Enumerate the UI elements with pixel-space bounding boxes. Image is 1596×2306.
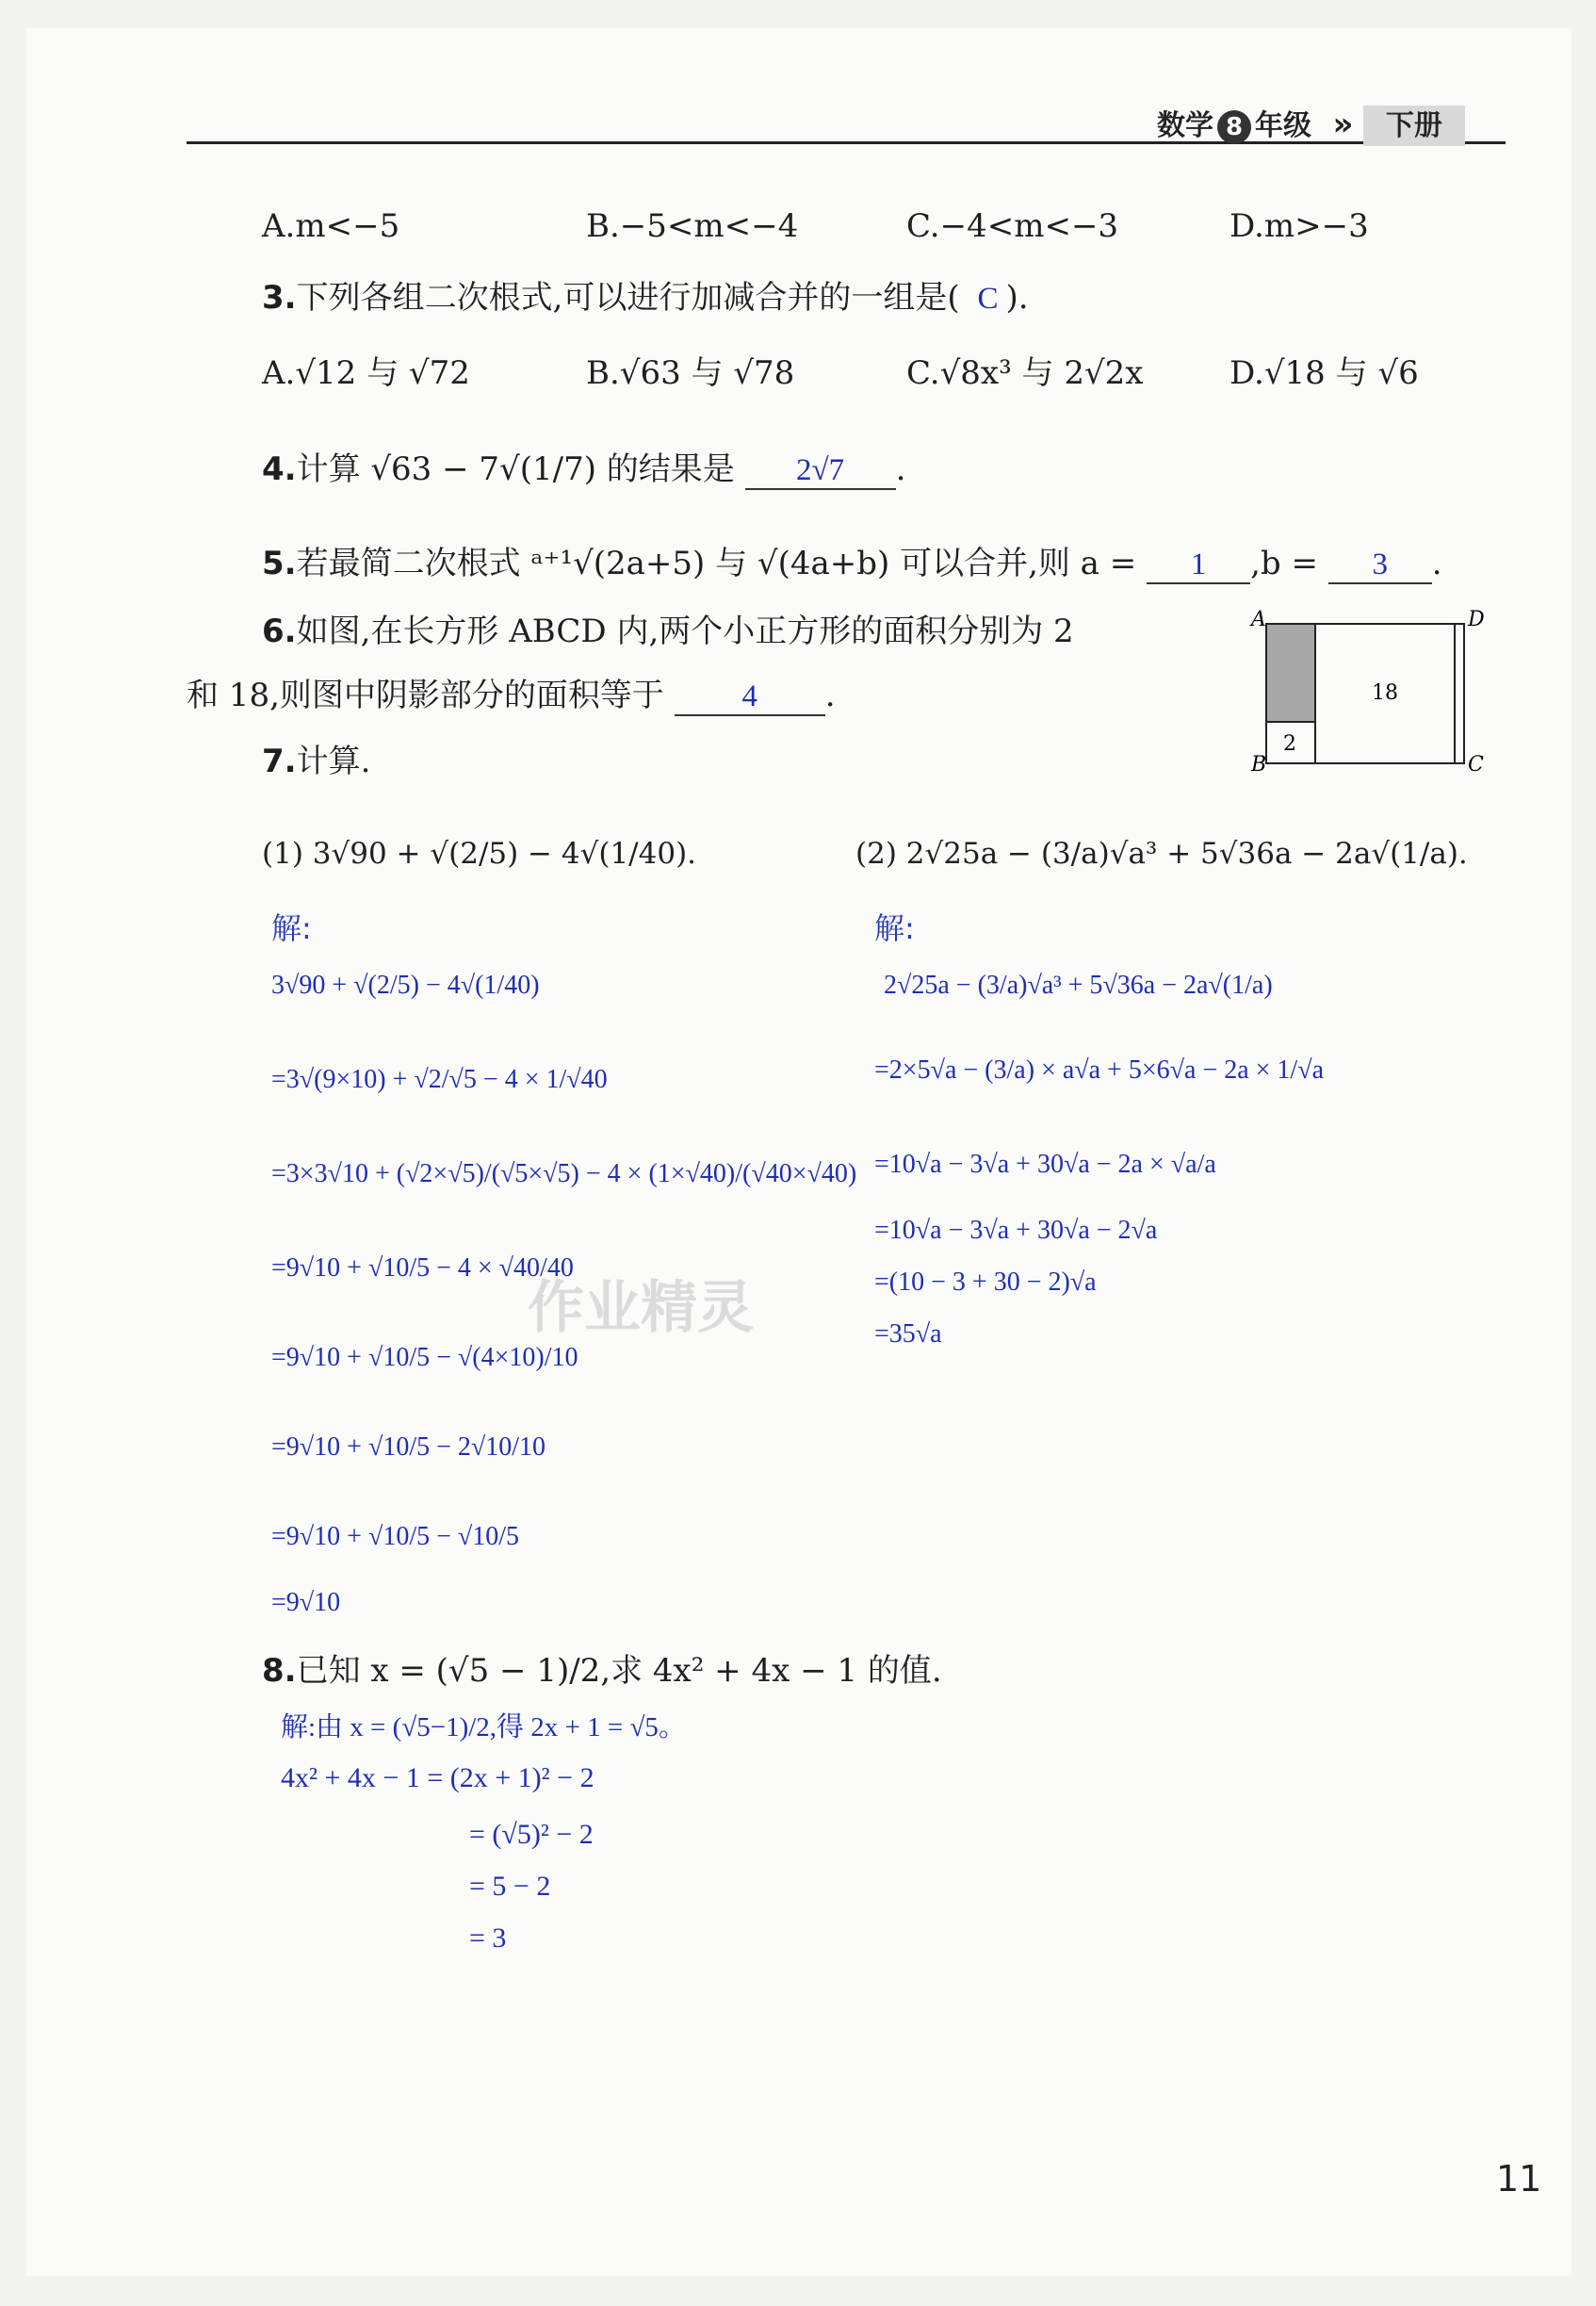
q3-option-b: B.√63 与 √78: [586, 354, 795, 392]
q3-number: 3.: [262, 279, 297, 317]
q7-solution-label-2: 解:: [874, 910, 915, 946]
q8-step: = (√5)² − 2: [469, 1819, 594, 1850]
q5-number: 5.: [262, 545, 297, 582]
label-a: A: [1251, 608, 1266, 631]
label-c: C: [1468, 753, 1484, 777]
q8-text: 已知 x = (√5 − 1)/2,求 4x² + 4x − 1 的值.: [296, 1652, 942, 1690]
q8-step: 4x² + 4x − 1 = (2x + 1)² − 2: [281, 1762, 594, 1793]
q6-text-line2: 和 18,则图中阴影部分的面积等于: [187, 677, 664, 714]
sol1-step: 3√90 + √(2/5) − 4√(1/40): [271, 971, 540, 1000]
q5-mid: ,b =: [1250, 545, 1318, 582]
q7-part1: (1) 3√90 + √(2/5) − 4√(1/40).: [262, 837, 697, 871]
q3-text: 下列各组二次根式,可以进行加减合并的一组是(: [296, 279, 960, 317]
q2-option-b: B.−5<m<−4: [586, 207, 799, 245]
question-3: [262, 271, 1029, 318]
rectangle-figure: [1234, 603, 1489, 782]
q2-option-d: D.m>−3: [1230, 207, 1369, 245]
q3-option-d: D.√18 与 √6: [1230, 354, 1419, 392]
q3-option-c: C.√8x³ 与 2√2x: [906, 354, 1144, 392]
sol2-step: =2×5√a − (3/a) × a√a + 5×6√a − 2a × 1/√a: [874, 1055, 1324, 1085]
q3-close: ).: [1005, 279, 1029, 317]
q6-answer: 4: [741, 679, 757, 713]
square-18-label: 18: [1372, 681, 1398, 705]
page-number: 11: [1496, 2158, 1542, 2200]
label-d: D: [1468, 608, 1485, 631]
q4-end: .: [895, 450, 906, 488]
q8-solution-label: 解:由 x = (√5−1)/2,得 2x + 1 = √5。: [281, 1712, 686, 1742]
sol1-step: =9√10: [271, 1588, 341, 1617]
page-header: [1157, 102, 1465, 144]
question-6-line2: [187, 669, 836, 716]
q7-number: 7.: [262, 743, 297, 780]
sol2-step: =(10 − 3 + 30 − 2)√a: [874, 1267, 1097, 1297]
q8-step: = 3: [469, 1922, 507, 1954]
sol2-step: =35√a: [874, 1319, 942, 1349]
q6-text-line1: 如图,在长方形 ABCD 内,两个小正方形的面积分别为 2: [296, 613, 1074, 650]
shaded-region: [1266, 624, 1315, 722]
header-grade-suffix: 年级: [1255, 109, 1311, 142]
sol1-step: =9√10 + √10/5 − √(4×10)/10: [271, 1343, 578, 1372]
q5-answer-a: 1: [1190, 548, 1207, 581]
q5-text: 若最简二次根式 ᵃ⁺¹√(2a+5) 与 √(4a+b) 可以合并,则 a =: [296, 545, 1137, 582]
q6-number: 6.: [262, 613, 297, 650]
sol2-step: =10√a − 3√a + 30√a − 2a × √a/a: [874, 1150, 1216, 1179]
sol1-step: =9√10 + √10/5 − √10/5: [271, 1522, 520, 1551]
q5-answer-b-blank: [1328, 545, 1432, 584]
watermark: 作业精灵: [528, 1275, 754, 1341]
q2-option-c: C.−4<m<−3: [906, 207, 1119, 245]
sol2-step: =10√a − 3√a + 30√a − 2√a: [874, 1216, 1158, 1245]
question-6-line1: [262, 605, 1074, 651]
q7-part2: (2) 2√25a − (3/a)√a³ + 5√36a − 2a√(1/a).: [855, 837, 1468, 871]
question-7: [262, 735, 370, 781]
q3-option-a: A.√12 与 √72: [262, 354, 470, 392]
q5-answer-a-blank: [1147, 545, 1250, 584]
q2-option-a: A.m<−5: [262, 207, 400, 245]
q5-end: .: [1431, 545, 1442, 582]
question-4: [262, 443, 905, 490]
sol2-step: 2√25a − (3/a)√a³ + 5√36a − 2a√(1/a): [884, 971, 1273, 1000]
q7-solution-label-1: 解:: [271, 910, 312, 946]
grade-badge: 8: [1217, 110, 1251, 144]
double-chevron-icon: »: [1332, 106, 1354, 143]
q8-number: 8.: [262, 1652, 297, 1690]
question-5: [262, 537, 1442, 584]
sol1-step: =3√(9×10) + √2/√5 − 4 × 1/√40: [271, 1065, 608, 1094]
q4-answer: 2√7: [796, 453, 845, 487]
sol1-step: =9√10 + √10/5 − 2√10/10: [271, 1432, 546, 1462]
question-8: [262, 1644, 942, 1691]
header-volume: 下册: [1363, 106, 1465, 146]
q5-answer-b: 3: [1372, 548, 1388, 581]
q7-text: 计算.: [296, 743, 371, 780]
q3-answer: C: [977, 282, 999, 316]
q8-step: = 5 − 2: [469, 1871, 551, 1902]
label-b: B: [1251, 753, 1267, 777]
q6-end: .: [824, 677, 836, 714]
q4-number: 4.: [262, 450, 297, 488]
q4-answer-blank: [745, 450, 896, 490]
q4-text: 计算 √63 − 7√(1/7) 的结果是: [296, 450, 735, 488]
square-2-label: 2: [1283, 732, 1296, 756]
header-subject: 数学: [1157, 109, 1213, 142]
sol1-step: =9√10 + √10/5 − 4 × √40/40: [271, 1253, 574, 1283]
sol1-step: =3×3√10 + (√2×√5)/(√5×√5) − 4 × (1×√40)/(√40×√40): [271, 1159, 857, 1188]
q6-answer-blank: [675, 677, 825, 716]
